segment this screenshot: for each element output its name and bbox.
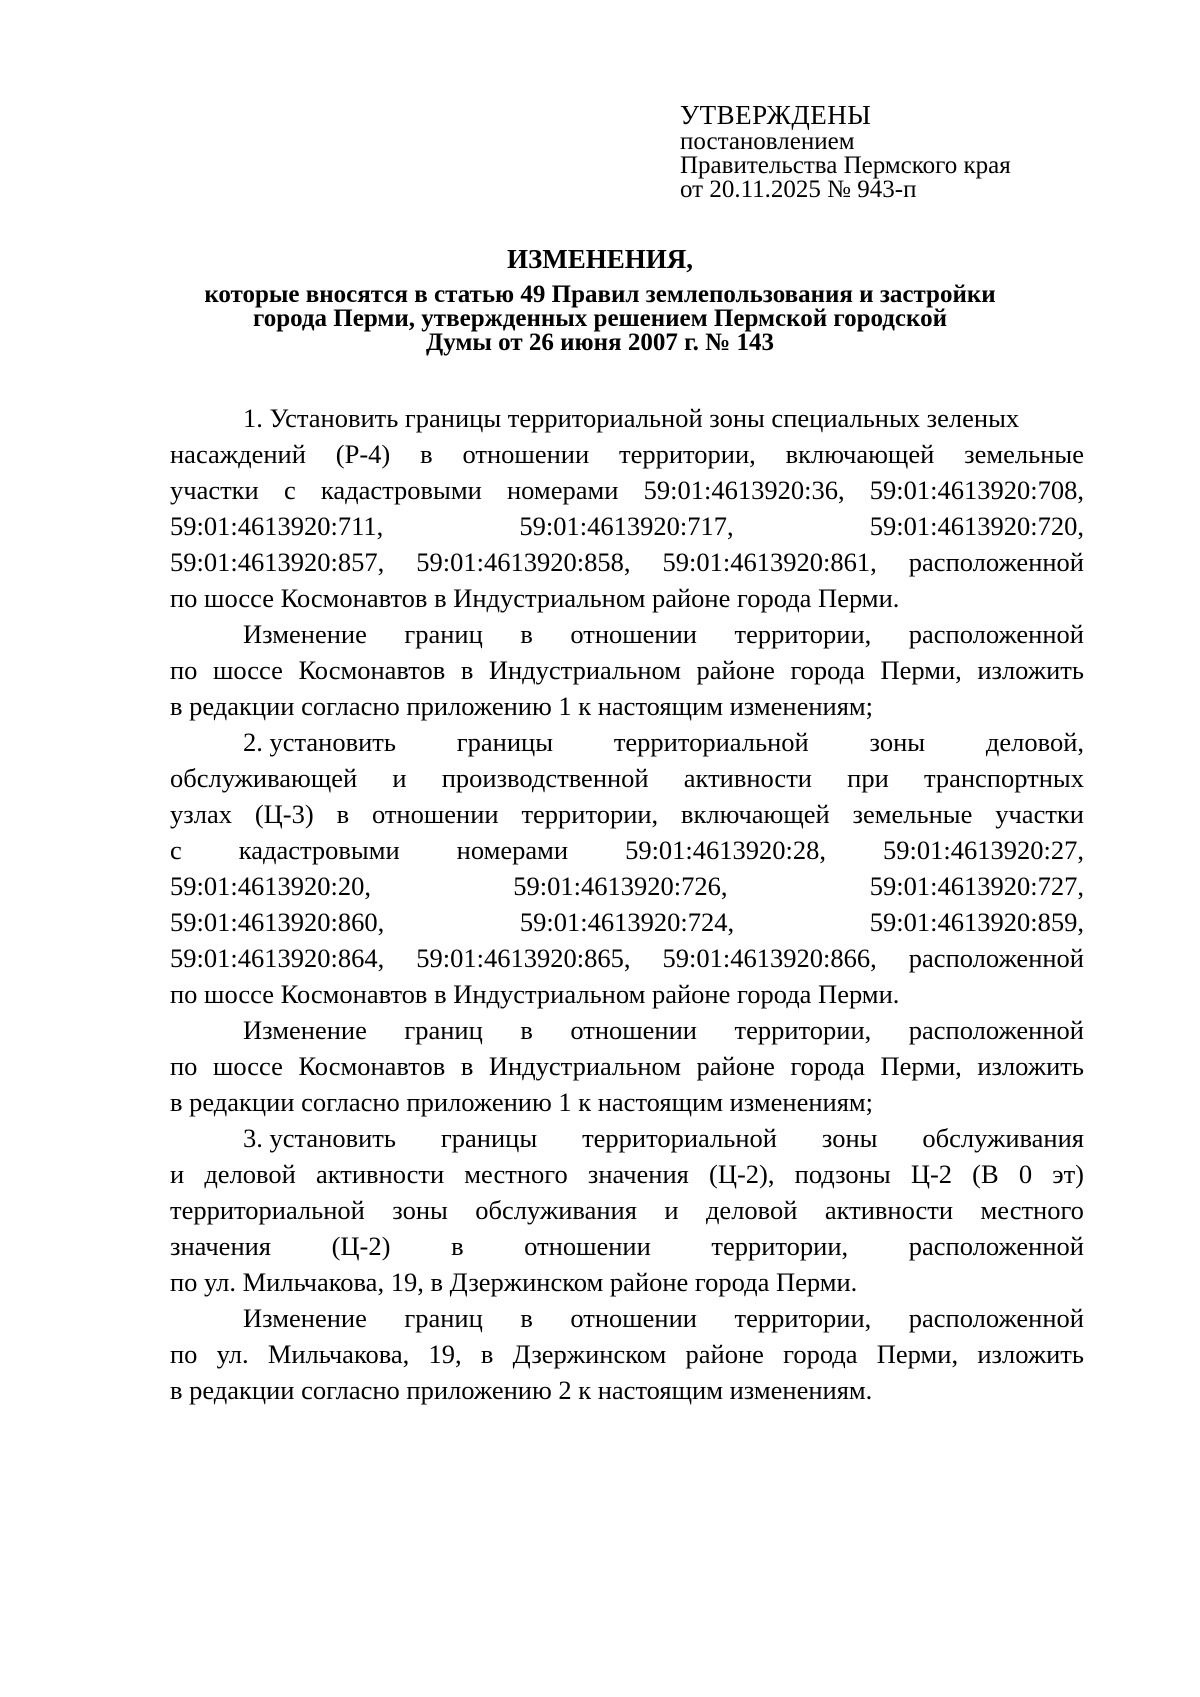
word: в — [451, 1231, 464, 1261]
text-line: в редакции согласно приложению 1 к настоящим изменениям; — [170, 691, 874, 721]
word: в — [336, 799, 350, 829]
word: расположенной — [908, 547, 1084, 577]
text-line: по шоссе Космонавтов в Индустриальном районе города Перми. — [170, 583, 900, 613]
text-line: в редакции согласно приложению 1 к настоящим изменениям; — [170, 1087, 874, 1117]
word: Перми, — [880, 1051, 962, 1081]
word: 59:01:4613920:27, — [883, 835, 1084, 865]
word: территории, — [734, 1015, 872, 1045]
word: в — [520, 1303, 533, 1333]
word: 59:01:4613920:861, — [662, 547, 877, 577]
word: деловой — [204, 1159, 296, 1189]
text-line — [170, 1048, 1084, 1084]
word: (Ц-2), — [709, 1159, 775, 1189]
word: транспортных — [923, 763, 1084, 793]
word: территории, — [711, 1231, 849, 1261]
paragraph-5 — [170, 1120, 1084, 1300]
paragraph-3 — [170, 724, 1084, 1012]
word: расположенной — [908, 1015, 1084, 1045]
word: производственной — [441, 763, 649, 793]
word: активности — [824, 1195, 954, 1225]
word: Изменение — [243, 1303, 367, 1333]
word: местного — [464, 1159, 568, 1189]
word: 59:01:4613920:724, — [519, 907, 735, 937]
word: при — [847, 763, 889, 793]
word: 59:01:4613920:711, — [170, 511, 384, 541]
word: Индустриальном — [488, 655, 682, 685]
word: Перми, — [876, 1339, 959, 1369]
word: районе — [696, 1051, 775, 1081]
document-subtitle — [150, 283, 1050, 355]
word: кадастровыми — [320, 475, 482, 505]
text-line — [170, 652, 1084, 688]
text-line — [170, 904, 1084, 940]
word: зоны — [869, 727, 926, 757]
word: (Ц-3) — [254, 799, 314, 829]
word: (Ц-2) — [331, 1231, 391, 1261]
word: подзоны — [794, 1159, 891, 1189]
paragraph-1 — [170, 400, 1084, 616]
word: 59:01:4613920:727, — [869, 871, 1084, 901]
word: территориальной — [170, 1195, 365, 1225]
word: шоссе — [212, 1051, 283, 1081]
word: расположенной — [908, 1303, 1084, 1333]
subtitle-line: Думы от 26 июня 2007 г. № 143 — [426, 329, 774, 356]
document-body — [170, 400, 1084, 1408]
word: участки — [995, 799, 1084, 829]
text-line — [170, 724, 1084, 760]
word: территории, — [734, 619, 872, 649]
word: по — [170, 1051, 198, 1081]
word: районе — [685, 1339, 764, 1369]
word: расположенной — [908, 1231, 1084, 1261]
text-line — [170, 832, 1084, 868]
word: 59:01:4613920:717, — [519, 511, 734, 541]
text-line — [170, 1300, 1084, 1336]
word: Ц-2 — [910, 1159, 953, 1189]
text-line — [170, 1156, 1084, 1192]
word: с — [283, 475, 296, 505]
word: обслуживающей — [170, 763, 358, 793]
word: изложить — [977, 655, 1084, 685]
word: территории, — [734, 1303, 872, 1333]
word: 59:01:4613920:708, — [869, 475, 1084, 505]
word: зоны — [392, 1195, 448, 1225]
text-line: в редакции согласно приложению 2 к настоящим изменениям. — [170, 1375, 873, 1405]
word: изложить — [977, 1339, 1084, 1369]
word: 1. Установить границы территориальной зоны специальных зеленых — [243, 403, 1020, 433]
word: 3. установить — [243, 1123, 396, 1153]
word: города — [783, 1339, 858, 1369]
word: включающей — [681, 799, 830, 829]
word: Перми, — [880, 655, 962, 685]
word: и — [664, 1195, 679, 1225]
word: номерами — [507, 475, 619, 505]
word: зоны — [821, 1123, 878, 1153]
text-line — [170, 400, 1084, 436]
word: Индустриальном — [488, 1051, 682, 1081]
text-line — [170, 1012, 1084, 1048]
word: Изменение — [243, 1015, 367, 1045]
word: отношении — [570, 1015, 697, 1045]
word: 59:01:4613920:859, — [869, 907, 1084, 937]
word: 59:01:4613920:36, — [643, 475, 845, 505]
subtitle-line: которые вносятся в статью 49 Правил землепользования и застройки — [204, 281, 996, 308]
word: территориальной — [613, 727, 809, 757]
word: в — [520, 619, 533, 649]
word: границ — [404, 1015, 483, 1045]
approval-title: УТВЕРЖДЕНЫ — [680, 100, 872, 130]
approval-line: Правительства Пермского края — [680, 152, 1011, 179]
word: в — [520, 1015, 533, 1045]
word: (В — [972, 1159, 999, 1189]
word: 0 — [1018, 1159, 1033, 1189]
text-line — [170, 472, 1084, 508]
word: ул. — [216, 1339, 249, 1369]
text-line — [170, 616, 1084, 652]
word: активности — [315, 1159, 445, 1189]
word: отношении — [524, 1231, 651, 1261]
word: деловой — [705, 1195, 798, 1225]
word: обслуживания — [922, 1123, 1084, 1153]
word: местного — [980, 1195, 1084, 1225]
word: изложить — [977, 1051, 1084, 1081]
text-line — [170, 760, 1084, 796]
word: Мильчакова, — [267, 1339, 410, 1369]
text-line — [170, 508, 1084, 544]
word: в — [420, 439, 433, 469]
approval-block — [680, 100, 1120, 202]
text-line — [170, 1192, 1084, 1228]
word: районе — [696, 655, 775, 685]
paragraph-4 — [170, 1012, 1084, 1120]
word: по — [170, 1339, 198, 1369]
word: и — [392, 763, 407, 793]
word: отношении — [462, 439, 590, 469]
word: расположенной — [908, 619, 1084, 649]
word: Изменение — [243, 619, 367, 649]
text-line — [170, 868, 1084, 904]
word: границ — [404, 1303, 483, 1333]
word: насаждений — [170, 439, 306, 469]
word: 59:01:4613920:20, — [170, 871, 371, 901]
text-line — [170, 940, 1084, 976]
word: территориальной — [582, 1123, 777, 1153]
word: 59:01:4613920:865, — [416, 943, 631, 973]
word: значения — [170, 1231, 271, 1261]
word: 59:01:4613920:860, — [170, 907, 385, 937]
word: 59:01:4613920:28, — [625, 835, 827, 865]
word: кадастровыми — [238, 835, 400, 865]
document-title: ИЗМЕНЕНИЯ, — [506, 244, 693, 274]
text-line — [170, 796, 1084, 832]
word: отношении — [570, 1303, 697, 1333]
word: с — [170, 835, 182, 865]
approval-line: постановлением — [680, 128, 855, 155]
word: Дзержинском — [512, 1339, 667, 1369]
word: по — [170, 655, 198, 685]
word: отношении — [570, 619, 697, 649]
word: шоссе — [212, 655, 283, 685]
text-line — [170, 1120, 1084, 1156]
word: в — [460, 655, 474, 685]
word: 59:01:4613920:726, — [513, 871, 728, 901]
word: (Р-4) — [335, 439, 391, 469]
word: узлах — [170, 799, 232, 829]
word: активности — [683, 763, 812, 793]
word: обслуживания — [475, 1195, 637, 1225]
text-line — [170, 1336, 1084, 1372]
word: деловой, — [985, 727, 1084, 757]
word: границы — [456, 727, 554, 757]
word: границ — [404, 619, 483, 649]
word: номерами — [456, 835, 569, 865]
word: эт) — [1052, 1159, 1084, 1189]
word: земельные — [852, 799, 973, 829]
word: границы — [440, 1123, 538, 1153]
word: Космонавтов — [298, 1051, 446, 1081]
text-line — [170, 1228, 1084, 1264]
word: 59:01:4613920:857, — [170, 547, 385, 577]
word: и — [170, 1159, 185, 1189]
word: 59:01:4613920:720, — [869, 511, 1084, 541]
paragraph-2 — [170, 616, 1084, 724]
word: 19, — [428, 1339, 462, 1369]
word: расположенной — [908, 943, 1084, 973]
word: 59:01:4613920:864, — [170, 943, 385, 973]
text-line — [170, 544, 1084, 580]
word: территории, — [521, 799, 659, 829]
word: включающей — [785, 439, 935, 469]
word: в — [480, 1339, 494, 1369]
word: участки — [170, 475, 259, 505]
paragraph-6 — [170, 1300, 1084, 1408]
word: 2. установить — [243, 727, 396, 757]
word: земельные — [964, 439, 1084, 469]
word: значения — [587, 1159, 689, 1189]
word: в — [460, 1051, 474, 1081]
word: города — [790, 655, 865, 685]
text-line: по ул. Мильчакова, 19, в Дзержинском районе города Перми. — [170, 1267, 858, 1297]
approval-line: от 20.11.2025 № 943-п — [680, 176, 917, 203]
word: города — [790, 1051, 865, 1081]
text-line: по шоссе Космонавтов в Индустриальном районе города Перми. — [170, 979, 900, 1009]
word: Космонавтов — [298, 655, 446, 685]
word: территории, — [619, 439, 756, 469]
word: 59:01:4613920:866, — [662, 943, 877, 973]
word: отношении — [371, 799, 499, 829]
text-line — [170, 436, 1084, 472]
word: 59:01:4613920:858, — [416, 547, 631, 577]
subtitle-line: города Перми, утвержденных решением Пермской городской — [253, 305, 947, 332]
